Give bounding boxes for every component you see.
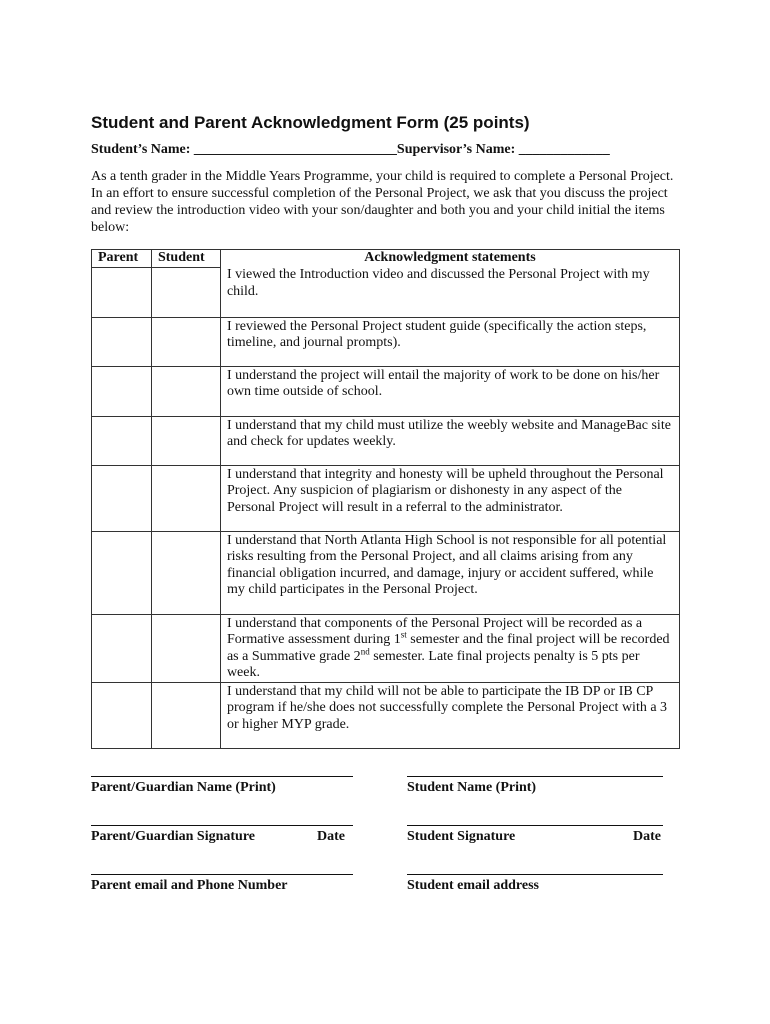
parent-initial-cell[interactable] [92,366,152,416]
ordinal-suffix-st: st [400,629,407,640]
parent-signature-label: Parent/Guardian Signature [91,829,256,844]
parent-initial-cell[interactable] [92,267,152,317]
statement-cell [220,614,679,682]
statement-text-b: semester and the final project will be recorded as a Summative grade 2 [226,632,670,664]
header-statements: Acknowledgment statements [220,250,679,268]
student-name-blank[interactable]: _____________________________ [193,142,397,157]
statement-text-c: semester. Late final projects penalty is 5 pts per week. [226,648,640,680]
student-initial-cell[interactable] [151,531,220,614]
student-initial-cell[interactable] [151,416,220,465]
student-initial-cell[interactable] [151,465,220,531]
student-initial-cell[interactable] [151,317,220,366]
statement-cell: I understand that my child must utilize the weebly website and ManageBac site and check for updates weekly. [220,416,679,465]
table-row [92,682,680,748]
student-signature-label: Student Signature [407,829,516,844]
table-row [92,267,680,317]
header-student: Student [151,250,220,268]
statement-cell: I understand that North Atlanta High School is not responsible for all potential risks resulting from the Personal Project, and all claims arising from any financial obligation incurred, and damage, injury or accident suffered, while my child participates in the Personal Project. [220,531,679,614]
parent-initial-cell[interactable] [92,682,152,748]
table-row [92,465,680,531]
student-name-label: Student’s Name: [91,142,191,157]
statement-text-a: I understand that components of the Personal Project will be recorded as a Formative assessment during 1 [226,615,643,647]
student-date-label: Date [633,829,661,844]
statement-cell: I understand that my child will not be able to participate the IB DP or IB CP program if he/she does not successfully complete the Personal Project with a 3 or higher MYP grade. [220,682,679,748]
parent-initial-cell[interactable] [92,317,152,366]
statement-cell: I understand the project will entail the majority of work to be done on his/her own time outside of school. [220,366,679,416]
parent-name-line[interactable] [91,776,353,777]
supervisor-name-label: Supervisor’s Name: [396,142,516,157]
parent-contact-label: Parent email and Phone Number [91,878,288,893]
parent-contact-line[interactable] [91,874,353,875]
parent-initial-cell[interactable] [92,531,152,614]
statement-cell: I reviewed the Personal Project student guide (specifically the action steps, timeline, and journal prompts). [220,317,679,366]
intro-paragraph: As a tenth grader in the Middle Years Programme, your child is required to complete a Personal Project. In an effort to ensure successful completion of the Personal Project, we ask that you discuss the project and review the introduction video with your son/daughter and both you and your child initial the items below: [91,169,674,235]
parent-signature-line[interactable] [91,825,353,826]
name-fields-line [91,142,610,158]
student-signature-line[interactable] [407,825,663,826]
table-row [92,416,680,465]
student-initial-cell[interactable] [151,682,220,748]
statement-cell: I understand that integrity and honesty will be upheld throughout the Personal Project. Any suspicion of plagiarism or dishonesty in any aspect of the Personal Project will result in a referral to the administrator. [220,465,679,531]
student-name-label: Student Name (Print) [407,780,537,795]
student-initial-cell[interactable] [151,267,220,317]
table-row [92,531,680,614]
table-row [92,366,680,416]
supervisor-name-blank[interactable]: _____________ [518,142,610,157]
student-email-line[interactable] [407,874,663,875]
acknowledgment-table [91,249,680,749]
header-parent: Parent [92,250,152,268]
table-header-row [92,250,680,268]
form-title: Student and Parent Acknowledgment Form (25 points) [91,113,530,132]
ordinal-suffix-nd: nd [360,645,370,656]
parent-date-label: Date [317,829,345,844]
student-email-label: Student email address [407,878,539,893]
parent-name-label: Parent/Guardian Name (Print) [91,780,276,795]
parent-initial-cell[interactable] [92,614,152,682]
table-row [92,614,680,682]
student-initial-cell[interactable] [151,366,220,416]
student-initial-cell[interactable] [151,614,220,682]
statement-cell: I viewed the Introduction video and discussed the Personal Project with my child. [220,267,679,317]
parent-initial-cell[interactable] [92,416,152,465]
parent-initial-cell[interactable] [92,465,152,531]
student-name-line[interactable] [407,776,663,777]
table-row [92,317,680,366]
